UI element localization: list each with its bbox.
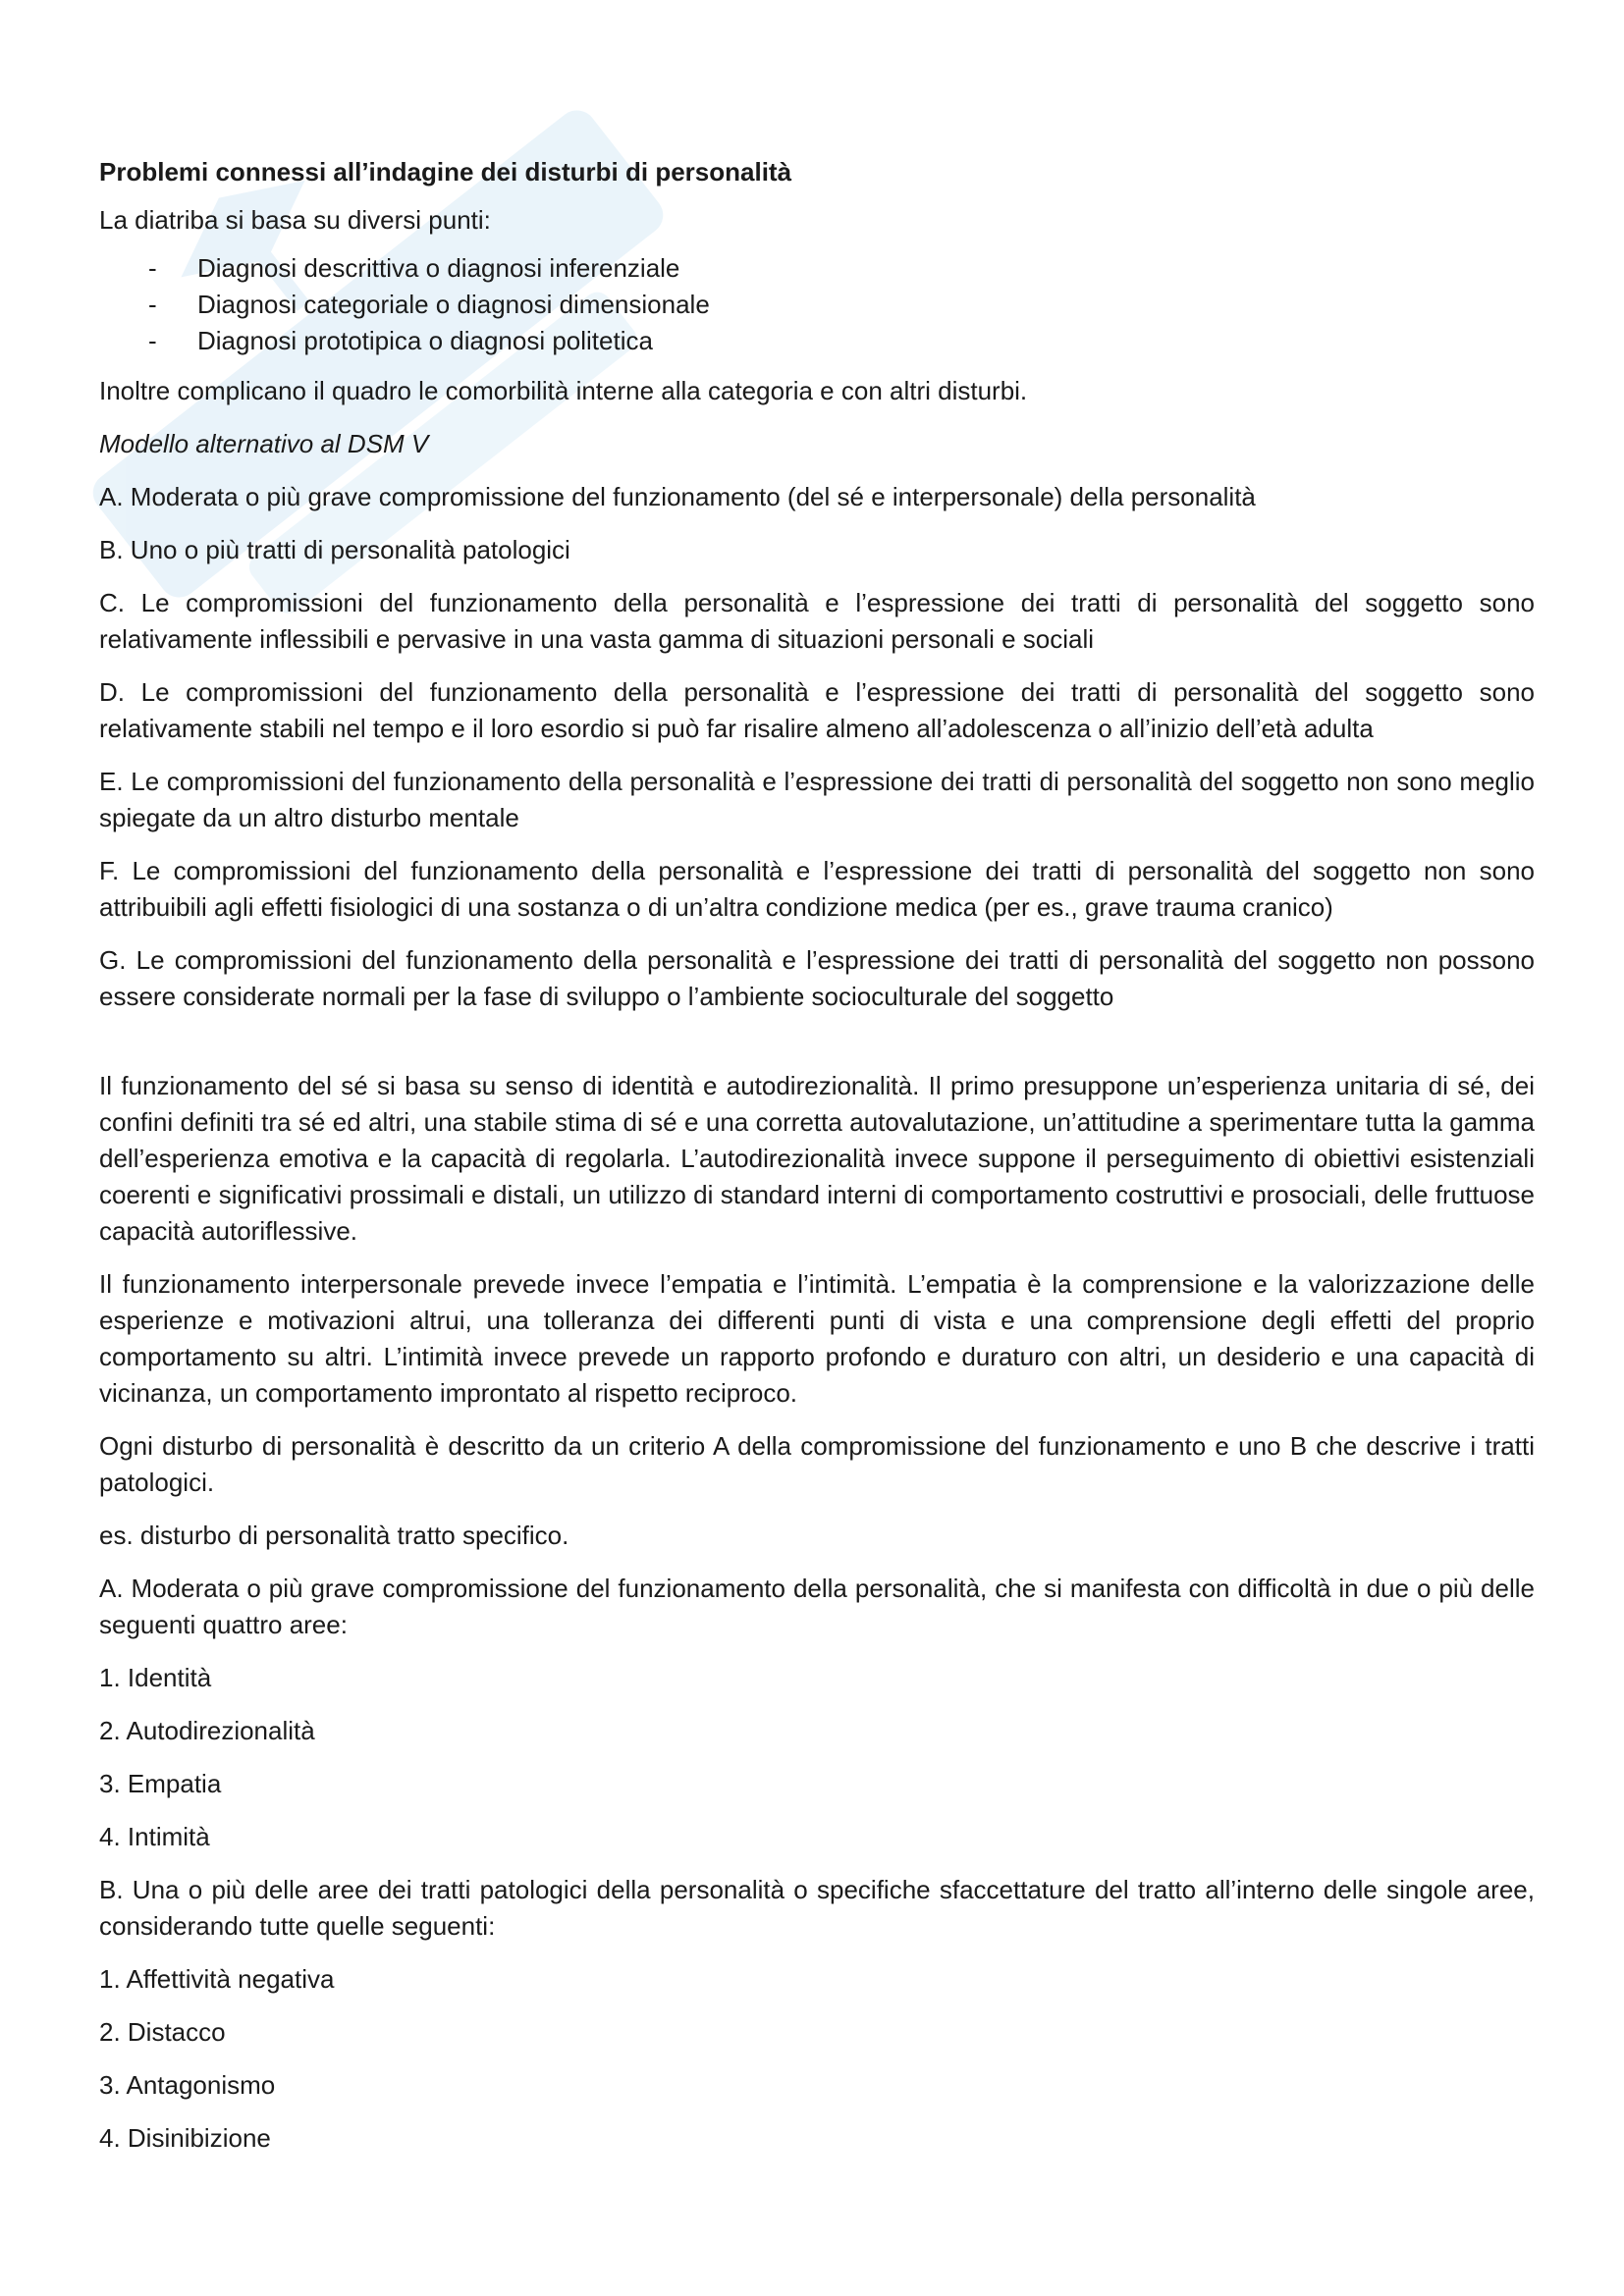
example-criterion-b: B. Una o più delle aree dei tratti patologici della personalità o specifiche sfaccettature del tratto all’interno delle singole aree, considerando tutte quelle seguenti: bbox=[99, 1875, 1535, 1941]
criterion-d: D. Le compromissioni del funzionamento della personalità e l’espressione dei tratti di personalità del soggetto sono relativamente stabili nel tempo e il loro esordio si può far risalire almeno all’adolescenza o all’inizio dell’età adulta bbox=[99, 677, 1535, 743]
comorbidity-text: Inoltre complicano il quadro le comorbilità interne alla categoria e con altri disturbi. bbox=[99, 376, 1028, 405]
self-functioning-paragraph: Il funzionamento del sé si basa su senso di identità e autodirezionalità. Il primo presuppone un’esperienza unitaria di sé, dei confini definiti tra sé ed altri, una stabile stima di sé e una corretta autovalutazione, un’attitudine a sperimentare tutta la gamma dell’esperienza emotiva e la capacità di regolarla. L’autodirezionalità invece suppone il perseguimento di obiettivi esistenziali coerenti e significativi prossimali e distali, un utilizzo di standard interni di comportamento costruttivi e prosociali, delle fruttuose capacità autoriflessive. bbox=[99, 1071, 1535, 1246]
list-item: 2. Distacco bbox=[99, 2017, 226, 2047]
list-item: 4. Intimità bbox=[99, 1822, 210, 1851]
list-item: 4. Disinibizione bbox=[99, 2123, 271, 2153]
criterion-f: F. Le compromissioni del funzionamento della personalità e l’espressione dei tratti di personalità del soggetto non sono attribuibili agli effetti fisiologici di una sostanza o di un’altra condizione medica (per es., grave trauma cranico) bbox=[99, 856, 1535, 922]
section-title: Problemi connessi all’indagine dei disturbi di personalità bbox=[99, 157, 792, 187]
criterion-g: G. Le compromissioni del funzionamento della personalità e l’espressione dei tratti di personalità del soggetto non possono essere considerate normali per la fase di sviluppo o l’ambiente socioculturale del soggetto bbox=[99, 945, 1535, 1011]
document-page bbox=[99, 154, 1535, 2173]
criterion-e: E. Le compromissioni del funzionamento della personalità e l’espressione dei tratti di personalità del soggetto non sono meglio spiegate da un altro disturbo mentale bbox=[99, 767, 1535, 832]
list-item: 1. Identità bbox=[99, 1663, 212, 1692]
example-criterion-a: A. Moderata o più grave compromissione del funzionamento della personalità, che si manifesta con difficoltà in due o più delle seguenti quattro aree: bbox=[99, 1574, 1535, 1639]
list-item: 3. Antagonismo bbox=[99, 2070, 276, 2100]
list-item: 3. Empatia bbox=[99, 1769, 222, 1798]
criterion-c: C. Le compromissioni del funzionamento della personalità e l’espressione dei tratti di personalità del soggetto sono relativamente inflessibili e pervasive in una vasta gamma di situazioni personali e sociali bbox=[99, 588, 1535, 654]
spacer bbox=[99, 1032, 1535, 1068]
interpersonal-paragraph: Il funzionamento interpersonale prevede invece l’empatia e l’intimità. L’empatia è la comprensione e la valorizzazione delle esperienze e motivazioni altrui, una tolleranza dei differenti punti di vista e una comprensione degli effetti del proprio comportamento su altri. L’intimità invece prevede un rapporto profondo e duraturo con altri, un desiderio e una capacità di vicinanza, un comportamento improntato al rispetto reciproco. bbox=[99, 1269, 1535, 1408]
disorder-description-paragraph: Ogni disturbo di personalità è descritto da un criterio A della compromissione del funzionamento e uno B che descrive i tratti patologici. bbox=[99, 1431, 1535, 1497]
list-item: - Diagnosi prototipica o diagnosi politetica bbox=[99, 323, 1535, 359]
list-item: - Diagnosi categoriale o diagnosi dimensionale bbox=[99, 287, 1535, 323]
diagnosis-list bbox=[99, 250, 1535, 359]
model-heading: Modello alternativo al DSM V bbox=[99, 429, 429, 458]
list-item: 2. Autodirezionalità bbox=[99, 1716, 315, 1745]
list-item: - Diagnosi descrittiva o diagnosi inferenziale bbox=[99, 250, 1535, 287]
criterion-a: A. Moderata o più grave compromissione del funzionamento (del sé e interpersonale) della personalità bbox=[99, 482, 1256, 511]
intro-text: La diatriba si basa su diversi punti: bbox=[99, 205, 491, 235]
list-item: 1. Affettività negativa bbox=[99, 1964, 335, 1994]
example-heading: es. disturbo di personalità tratto specifico. bbox=[99, 1521, 569, 1550]
criterion-b: B. Uno o più tratti di personalità patologici bbox=[99, 535, 570, 564]
